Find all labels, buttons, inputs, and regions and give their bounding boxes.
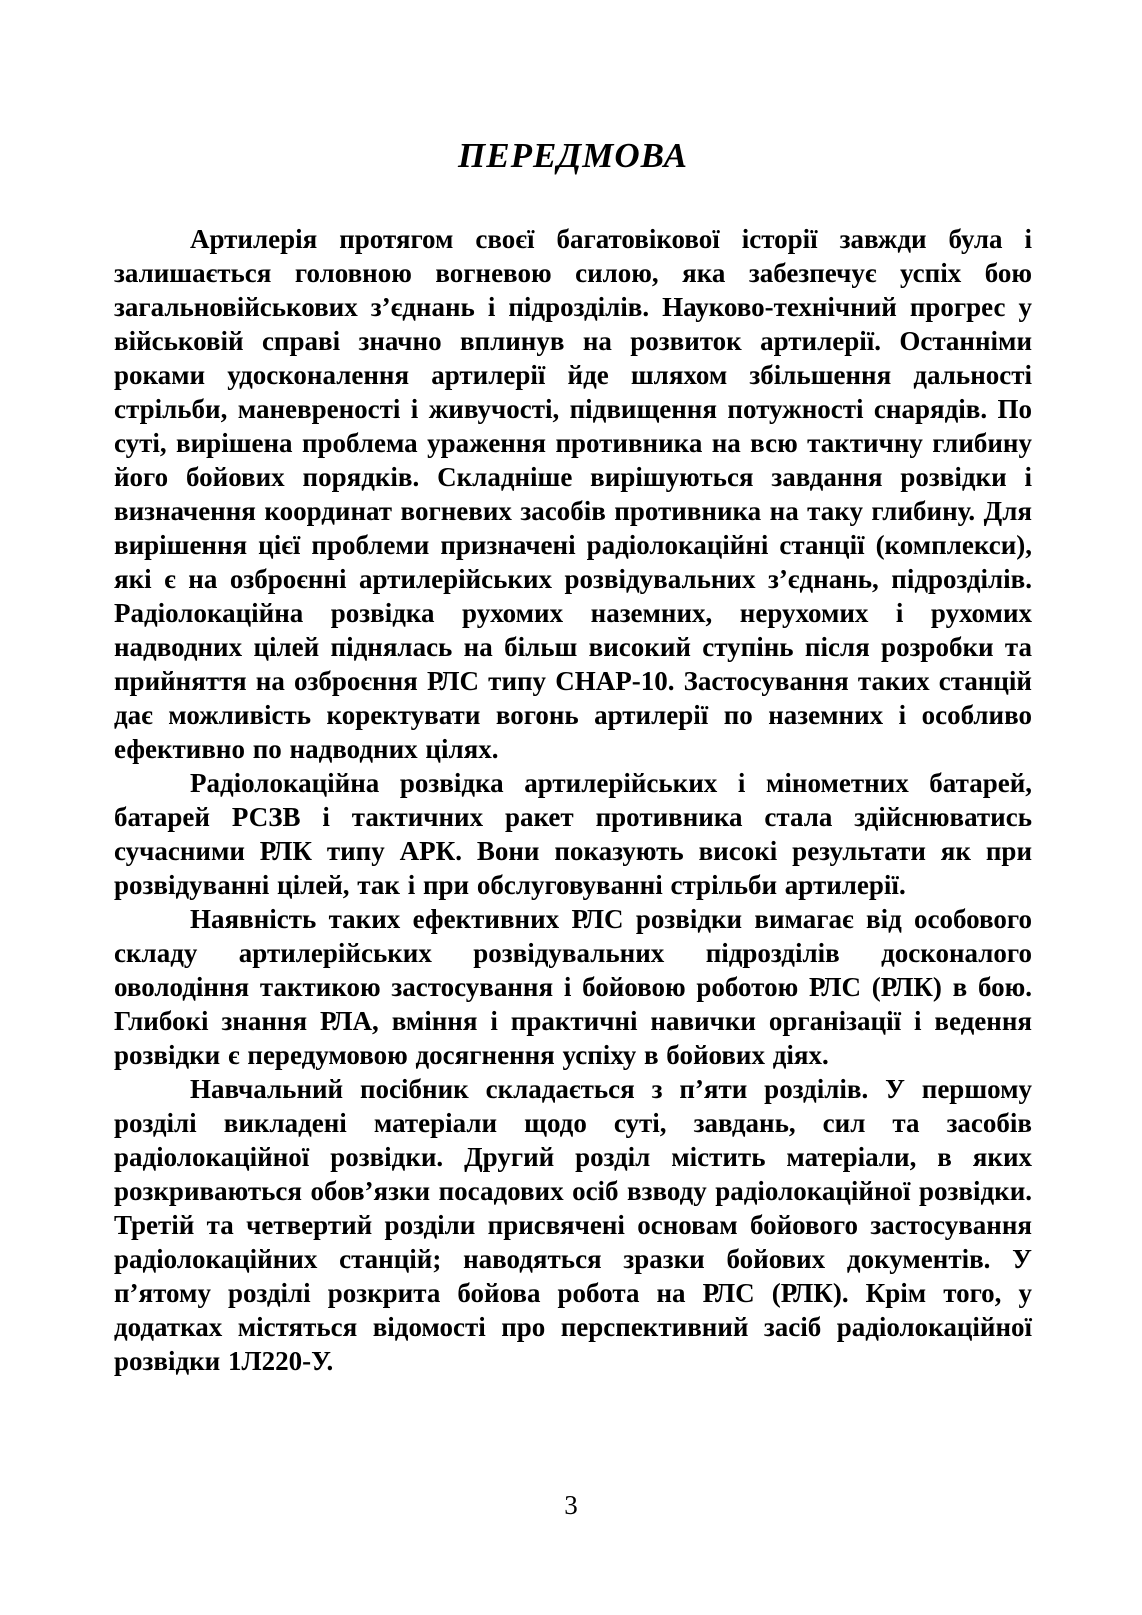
paragraph: Радіолокаційна розвідка артилерійських і мінометних батарей, батарей РСЗВ і тактичних ракет противника стала здійснюватись сучасними РЛК типу АРК. Вони показують високі результати як при розвідуванні цілей, так і при обслуговуванні стрільби артилерії. bbox=[114, 768, 1032, 900]
document-body bbox=[114, 222, 1032, 1378]
page-title: ПЕРЕДМОВА bbox=[458, 136, 688, 175]
paragraph: Навчальний посібник складається з п’яти розділів. У першому розділі викладені матеріали щодо суті, завдань, сил та засобів радіолокаційної розвідки. Другий розділ містить матеріали, в яких розкриваються обов’язки посадових осіб взводу радіолокаційної розвідки. Третій та четвертий розділи присвячені основам бойового застосування радіолокаційних станцій; наводяться зразки бойових документів. У п’ятому розділі розкрита бойова робота на РЛС (РЛК). Крім того, у додатках містяться відомості про перспективний засіб радіолокаційної розвідки 1Л220-У. bbox=[114, 1074, 1032, 1376]
paragraph: Артилерія протягом своєї багатовікової історії завжди була і залишається головною вогневою силою, яка забезпечує успіх бою загальновійськових з’єднань і підрозділів. Науково-технічний прогрес у військовій справі значно вплинув на розвиток артилерії. Останніми роками удосконалення артилерії йде шляхом збільшення дальності стрільби, маневреності і живучості, підвищення потужності снарядів. По суті, вирішена проблема ураження противника на всю тактичну глибину його бойових порядків. Складніше вирішуються завдання розвідки і визначення координат вогневих засобів противника на таку глибину. Для вирішення цієї проблеми призначені радіолокаційні станції (комплекси), які є на озброєнні артилерійських розвідувальних з’єднань, підрозділів. Радіолокаційна розвідка рухомих наземних, нерухомих і рухомих надводних цілей піднялась на більш високий ступінь після розробки та прийняття на озброєння РЛС типу СНАР-10. Застосування таких станцій дає можливість коректувати вогонь артилерії по наземних і особливо ефективно по надводних цілях. bbox=[114, 224, 1032, 764]
paragraph: Наявність таких ефективних РЛС розвідки вимагає від особового складу артилерійських розвідувальних підрозділів досконалого оволодіння тактикою застосування і бойовою роботою РЛС (РЛК) в бою. Глибокі знання РЛА, вміння і практичні навички організації і ведення розвідки є передумовою досягнення успіху в бойових діях. bbox=[114, 904, 1032, 1070]
page-number: 3 bbox=[564, 1490, 578, 1520]
